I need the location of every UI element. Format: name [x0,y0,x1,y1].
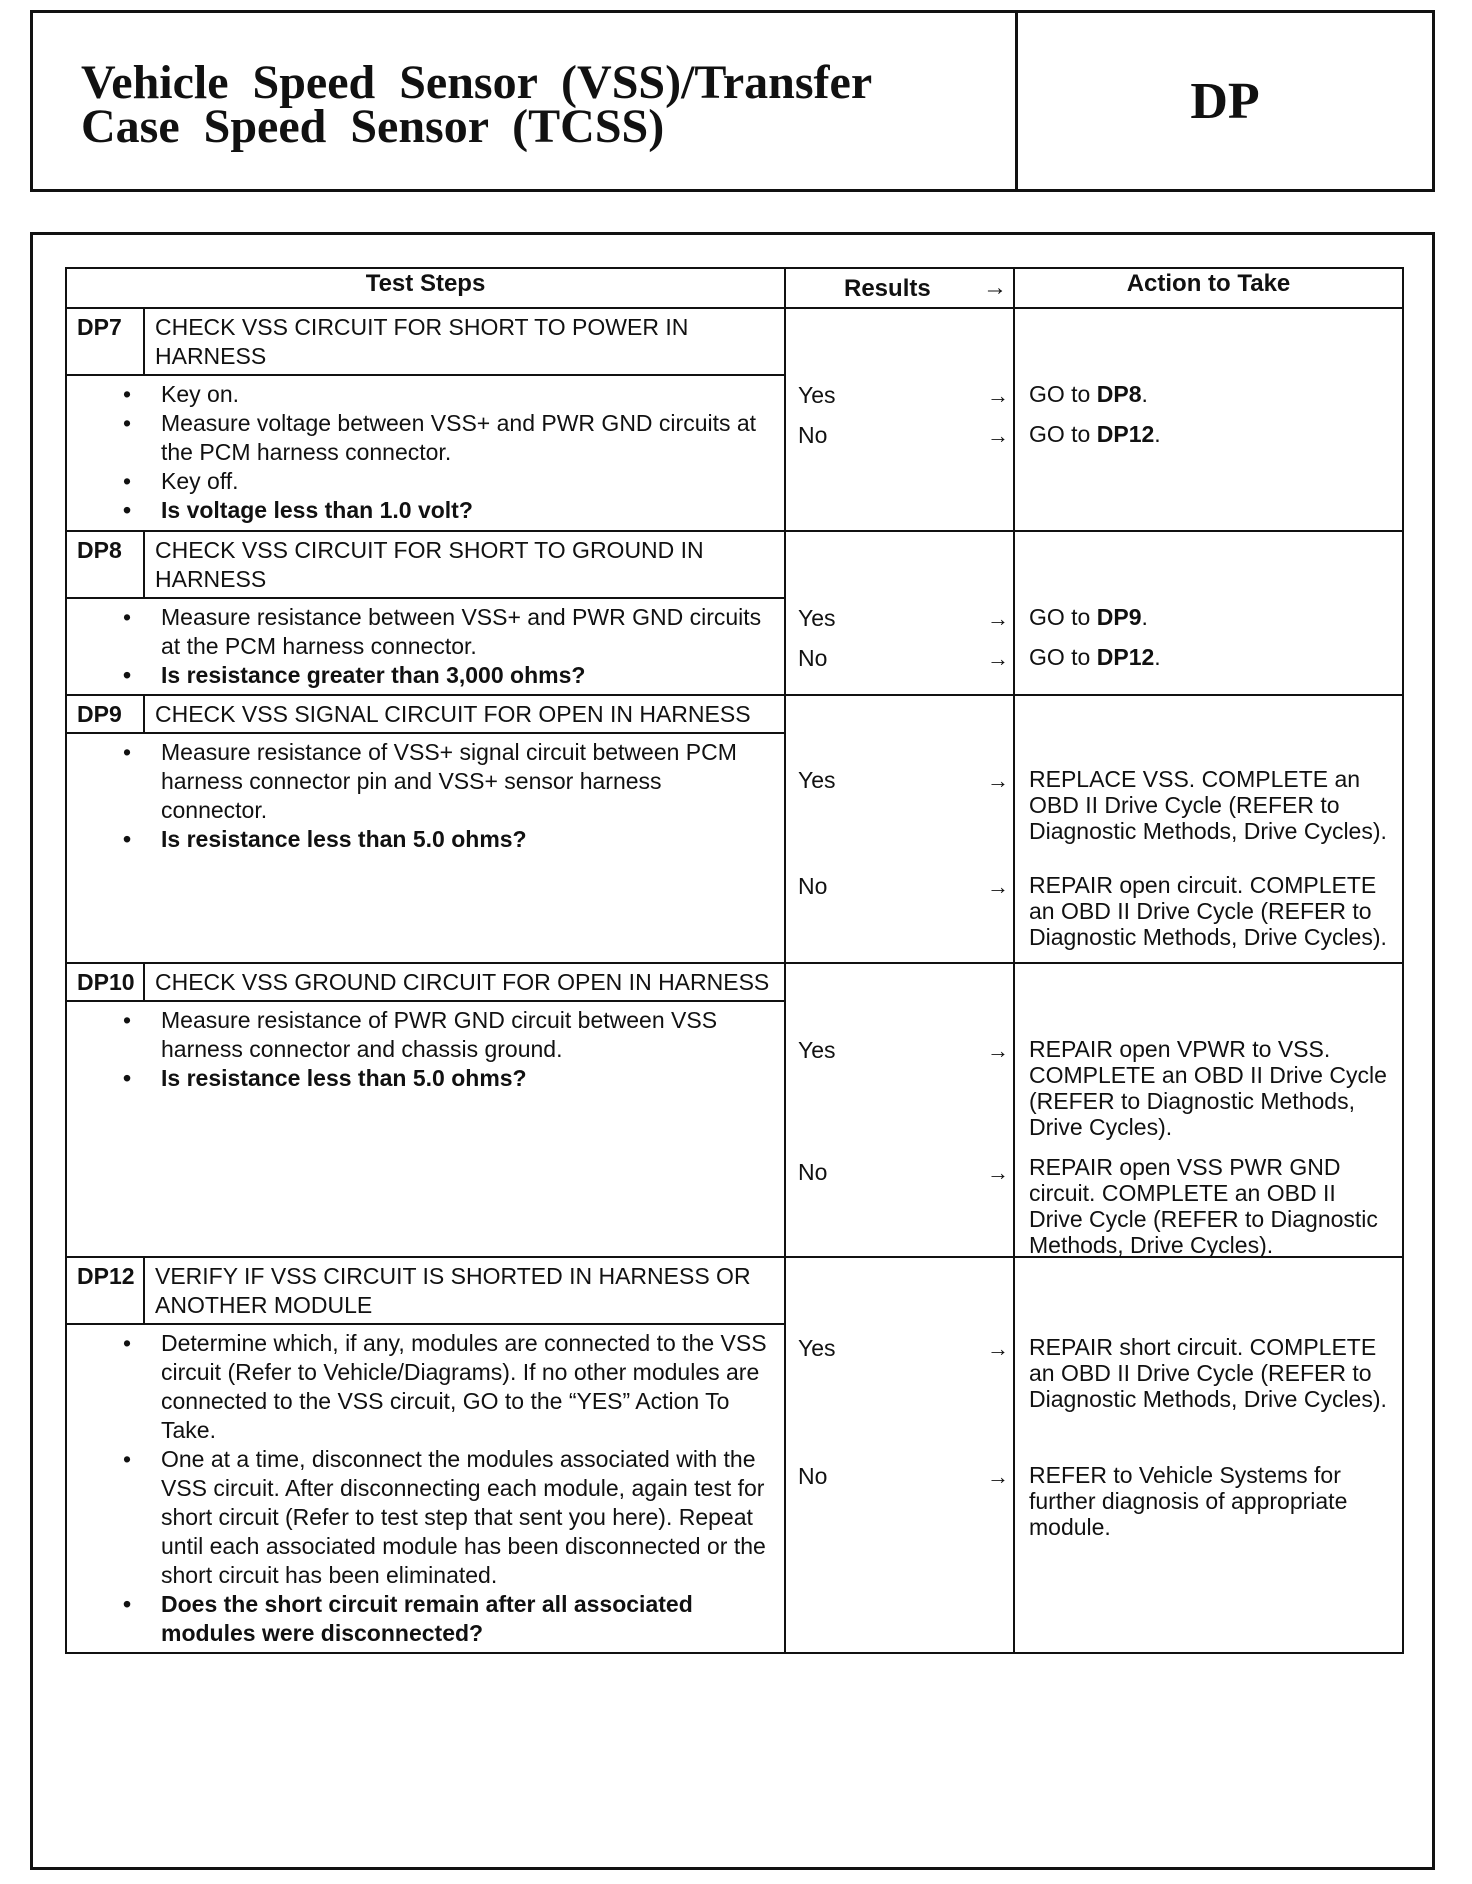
step-title-row-dp12 [66,1257,1403,1324]
action-cell [1014,1257,1403,1653]
result-yes: Yes [798,1335,836,1361]
result-no: No [798,422,828,448]
arrow-right-icon: → [983,274,1007,301]
step-title: CHECK VSS CIRCUIT FOR SHORT TO POWER IN HARNESS [144,308,785,375]
action-cell [1014,308,1403,531]
action-text: GO to [1029,421,1097,447]
content-frame [30,232,1435,1870]
step-title-row-dp7 [66,308,1403,375]
action-target: DP12 [1096,644,1155,670]
step-bullet: • Measure voltage between VSS+ and PWR GND circuits at the PCM harness connector. [161,409,774,467]
step-question: • Is voltage less than 1.0 volt? [161,496,774,525]
test-steps-table [65,267,1404,1654]
step-title: CHECK VSS CIRCUIT FOR SHORT TO GROUND IN HARNESS [144,531,785,598]
action-target: DP9 [1096,604,1142,630]
result-no: No [798,1159,828,1185]
results-cell [785,531,1014,695]
arrow-right-icon: → [987,1038,1009,1063]
action-no: REPAIR open VSS PWR GND circuit. COMPLETE an OBD II Drive Cycle (REFER to Diagnostic Methods, Drive Cycles). [1029,1154,1378,1258]
action-yes: REPAIR short circuit. COMPLETE an OBD II Drive Cycle (REFER to Diagnostic Methods, Drive Cycles). [1029,1334,1387,1412]
action-target: DP12 [1096,421,1155,447]
results-cell [785,308,1014,531]
section-code: DP [1190,72,1260,130]
step-body [66,598,785,695]
arrow-right-icon: → [987,874,1009,899]
action-yes: GO to DP9. [1029,604,1148,630]
result-yes: Yes [798,767,836,793]
arrow-right-icon: → [987,1160,1009,1185]
results-cell [785,695,1014,963]
action-cell [1014,963,1403,1257]
step-body [66,1001,785,1257]
action-yes: GO to DP8. [1029,381,1148,407]
arrow-right-icon: → [987,383,1009,408]
results-cell [785,1257,1014,1653]
step-code: DP8 [66,531,144,598]
arrow-right-icon: → [987,606,1009,631]
result-yes: Yes [798,382,836,408]
action-yes: REPAIR open VPWR to VSS. COMPLETE an OBD II Drive Cycle (REFER to Diagnostic Methods, Drive Cycles). [1029,1036,1387,1140]
step-question: • Is resistance less than 5.0 ohms? [161,825,774,854]
action-no: REPAIR open circuit. COMPLETE an OBD II Drive Cycle (REFER to Diagnostic Methods, Drive Cycles). [1029,872,1387,950]
action-no: GO to DP12. [1029,421,1161,447]
column-header-test-steps: Test Steps [66,268,785,308]
step-bullet: • Determine which, if any, modules are connected to the VSS circuit (Refer to Vehicle/Diagrams). If no other modules are connected to the VSS circuit, GO to the “YES” Action To Take. [161,1329,774,1445]
action-no: REFER to Vehicle Systems for further diagnosis of appropriate module. [1029,1462,1348,1540]
step-bullet: • Measure resistance of VSS+ signal circuit between PCM harness connector pin and VSS+ sensor harness connector. [161,738,774,825]
page-title [33,13,1018,189]
step-title-row-dp9 [66,695,1403,733]
step-bullet: • Measure resistance of PWR GND circuit between VSS harness connector and chassis ground. [161,1006,774,1064]
arrow-right-icon: → [987,1464,1009,1489]
step-code: DP9 [66,695,144,733]
result-yes: Yes [798,1037,836,1063]
result-no: No [798,873,828,899]
arrow-right-icon: → [987,1336,1009,1361]
step-body [66,375,785,531]
step-title: CHECK VSS GROUND CIRCUIT FOR OPEN IN HARNESS [144,963,785,1001]
step-code: DP10 [66,963,144,1001]
action-text: GO to [1029,604,1097,630]
action-text: GO to [1029,381,1097,407]
action-cell [1014,695,1403,963]
result-no: No [798,1463,828,1489]
step-bullet: • One at a time, disconnect the modules associated with the VSS circuit. After disconnecting each module, again test for short circuit (Refer to test step that sent you here). Repeat until each associated module has been disconnected or the short circuit has been eliminated. [161,1445,774,1590]
step-bullet: • Key on. [161,380,774,409]
step-question: • Is resistance less than 5.0 ohms? [161,1064,774,1093]
step-body [66,733,785,963]
action-target: DP8 [1096,381,1142,407]
arrow-right-icon: → [987,646,1009,671]
action-yes: REPLACE VSS. COMPLETE an OBD II Drive Cycle (REFER to Diagnostic Methods, Drive Cycles). [1029,766,1387,844]
step-title: CHECK VSS SIGNAL CIRCUIT FOR OPEN IN HARNESS [144,695,785,733]
column-header-results [785,268,1014,308]
results-cell [785,963,1014,1257]
action-cell [1014,531,1403,695]
step-bullet: • Key off. [161,467,774,496]
arrow-right-icon: → [987,423,1009,448]
table-header-row [66,268,1403,308]
result-no: No [798,645,828,671]
step-body [66,1324,785,1653]
step-question: • Is resistance greater than 3,000 ohms? [161,661,774,690]
column-header-action: Action to Take [1014,268,1403,308]
result-yes: Yes [798,605,836,631]
action-text: GO to [1029,644,1097,670]
title-line-1: Vehicle Speed Sensor (VSS)/Transfer [81,56,873,109]
action-no: GO to DP12. [1029,644,1161,670]
step-title-row-dp10 [66,963,1403,1001]
results-label: Results [844,275,931,302]
step-code: DP12 [66,1257,144,1324]
step-question: • Does the short circuit remain after all associated modules were disconnected? [161,1590,774,1648]
step-title-row-dp8 [66,531,1403,598]
page-header [30,10,1435,192]
step-title: VERIFY IF VSS CIRCUIT IS SHORTED IN HARNESS OR ANOTHER MODULE [144,1257,785,1324]
title-line-2: Case Speed Sensor (TCSS) [81,100,665,153]
step-code: DP7 [66,308,144,375]
step-bullet: • Measure resistance between VSS+ and PWR GND circuits at the PCM harness connector. [161,603,774,661]
arrow-right-icon: → [987,768,1009,793]
